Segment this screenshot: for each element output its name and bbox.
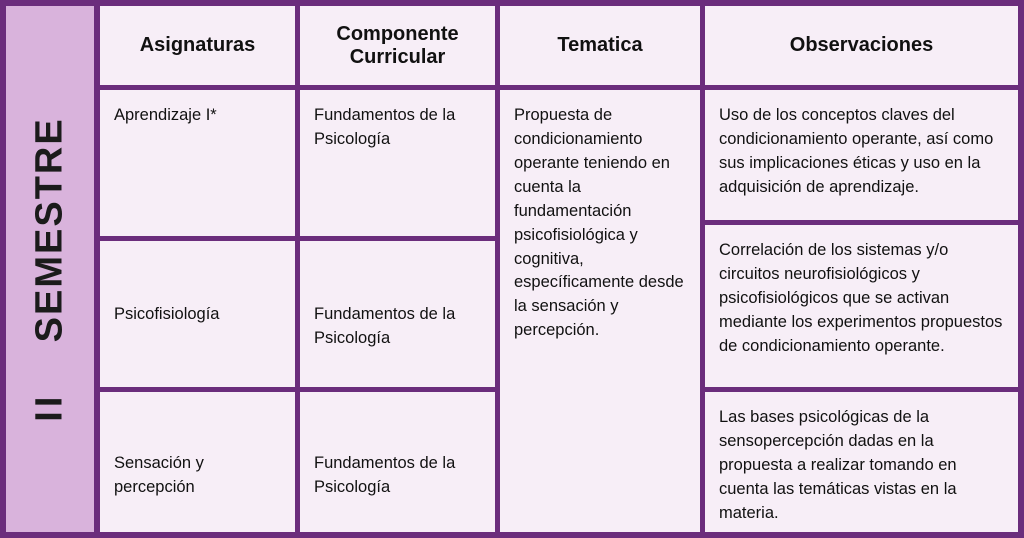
column-observaciones xyxy=(705,90,1018,536)
header-componente-curricular: Componente Curricular xyxy=(300,6,500,90)
column-tematica xyxy=(500,90,705,536)
semester-number: II xyxy=(28,392,71,422)
table-cell-componente-1: Fundamentos de la Psicología xyxy=(300,90,495,241)
table-cell-observacion-1: Uso de los conceptos claves del condicionamiento operante, así como sus implicaciones éticas y uso en la adquisición de aprendizaje. xyxy=(705,90,1018,225)
header-asignaturas: Asignaturas xyxy=(100,6,300,90)
semester-label xyxy=(29,117,72,421)
table-cell-asignatura-2: Psicofisiología xyxy=(100,241,295,392)
table-cell-asignatura-1: Aprendizaje I* xyxy=(100,90,295,241)
semester-band xyxy=(6,6,100,532)
semester-word: SEMESTRE xyxy=(28,116,71,342)
table-cell-componente-3: Fundamentos de la Psicología xyxy=(314,454,456,496)
table-cell-componente-2: Fundamentos de la Psicología xyxy=(300,241,495,392)
table-grid xyxy=(100,6,1018,532)
semester-word-spacer xyxy=(29,354,71,379)
header-observaciones: Observaciones xyxy=(705,6,1018,90)
column-componente-curricular xyxy=(300,90,500,536)
table-cell-observacion-2: Correlación de los sistemas y/o circuitos neurofisiológicos y psicofisiológicos que se activan mediante los experimentos propuestos de condicionamiento operante. xyxy=(705,225,1018,392)
header-tematica: Tematica xyxy=(500,6,705,90)
table-cell-observacion-3: Las bases psicológicas de la sensopercepción dadas en la propuesta a realizar tomando en cuenta las temáticas vistas en la materia. xyxy=(719,408,957,522)
table-cell-tematica: Propuesta de condicionamiento operante teniendo en cuenta la fundamentación psicofisiológica y cognitiva, específicamente desde la sensación y percepción. xyxy=(514,106,684,340)
column-asignaturas xyxy=(100,90,300,536)
table-cell-asignatura-3: Sensación y percepción xyxy=(114,454,204,496)
